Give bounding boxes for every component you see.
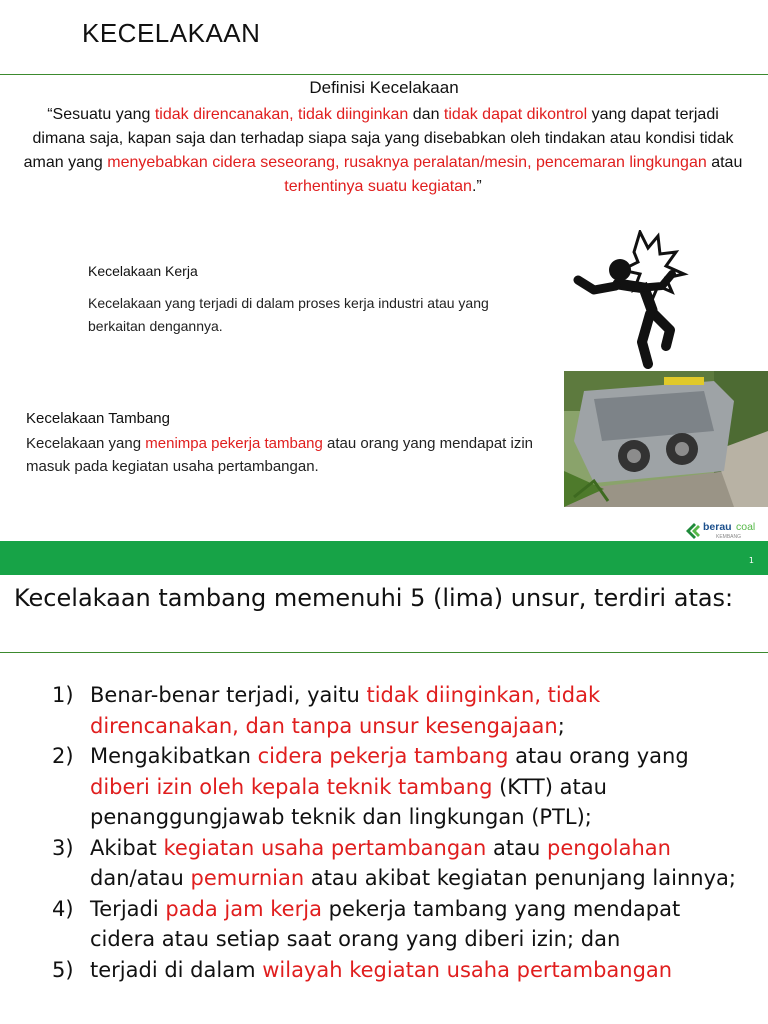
list-number: 4)	[52, 896, 74, 921]
slide-2-divider	[0, 652, 768, 653]
item-text: dan/atau	[90, 866, 191, 890]
slide-2-title: Kecelakaan tambang memenuhi 5 (lima) unsur, terdiri atas:	[14, 584, 734, 612]
kt-text-2: atau orang yang mendapat izin masuk pada kegiatan usaha pertambangan.	[26, 435, 534, 475]
kecelakaan-kerja-body: Kecelakaan yang terjadi di dalam proses kerja industri atau yang berkaitan dengannya.	[88, 295, 489, 334]
list-item	[52, 680, 752, 741]
item-highlight: tidak diinginkan, tidak direncanakan, dan tanpa unsur kesengajaan	[90, 683, 601, 738]
kecelakaan-tambang-title: Kecelakaan Tambang	[26, 410, 170, 427]
logo-text-berau: berau	[703, 521, 732, 533]
definition-text	[20, 103, 746, 199]
list-number: 5)	[52, 957, 74, 982]
item-text: Mengakibatkan	[90, 744, 258, 768]
item-highlight: pada jam kerja	[165, 896, 322, 921]
def-highlight-4: terhentinya suatu kegiatan	[284, 178, 472, 195]
item-highlight: diberi izin oleh kepala teknik tambang	[90, 774, 493, 799]
list-item	[52, 833, 752, 894]
item-highlight: pemurnian	[190, 866, 305, 890]
kecelakaan-kerja-title: Kecelakaan Kerja	[88, 263, 198, 279]
item-text: Akibat	[90, 835, 164, 860]
list-item	[52, 955, 752, 986]
item-text: atau orang yang	[508, 744, 689, 768]
item-highlight: pengolahan	[547, 835, 671, 860]
slide-title: KECELAKAAN	[82, 18, 261, 48]
title-divider	[0, 74, 768, 75]
list-item	[52, 741, 752, 833]
def-text-5: .”	[471, 178, 482, 195]
def-highlight-2: tidak dapat dikontrol	[443, 106, 588, 123]
def-text-4: atau	[706, 154, 743, 171]
item-text: terjadi di dalam	[90, 957, 263, 982]
footer-bar	[0, 541, 768, 575]
item-text: (KTT) atau penanggungjawab teknik dan lingkungan (PTL);	[90, 774, 607, 829]
overturned-truck-photo	[564, 371, 768, 507]
list-number: 3)	[52, 835, 74, 860]
logo-text-coal: coal	[736, 521, 756, 533]
item-text: ;	[557, 713, 565, 738]
item-highlight: cidera pekerja tambang	[257, 744, 509, 768]
def-text-3: yang dapat terjadi dimana saja, kapan saja dan terhadap siapa saja yang disebabkan oleh tindakan atau kondisi tidak aman yang	[23, 106, 734, 171]
kt-highlight: menimpa pekerja tambang	[145, 435, 323, 452]
item-text: pekerja tambang yang mendapat cidera atau setiap saat orang yang diberi izin; dan	[90, 896, 681, 951]
item-text: atau	[486, 835, 548, 860]
beraucoal-logo	[686, 517, 766, 541]
kecelakaan-tambang-body	[26, 432, 546, 478]
falling-person-icon	[572, 230, 692, 370]
list-item	[52, 894, 752, 955]
item-text: Terjadi	[90, 896, 166, 921]
kt-text-1: Kecelakaan yang	[26, 435, 146, 452]
item-text: Benar-benar terjadi, yaitu	[90, 683, 367, 707]
item-highlight: kegiatan usaha pertambangan	[163, 835, 487, 860]
definition-heading: Definisi Kecelakaan	[309, 78, 459, 97]
list-number: 2)	[52, 744, 74, 768]
logo-subtext: KEMBANG	[716, 534, 742, 540]
list-number: 1)	[52, 683, 74, 707]
criteria-list	[52, 680, 752, 985]
def-highlight-1: tidak direncanakan, tidak diinginkan	[154, 106, 409, 123]
def-highlight-3: menyebabkan cidera seseorang, rusaknya peralatan/mesin, pencemaran lingkungan	[107, 154, 707, 171]
item-text: atau akibat kegiatan penunjang lainnya;	[304, 866, 736, 890]
page-number: 1	[748, 556, 754, 565]
item-highlight: wilayah kegiatan usaha pertambangan	[262, 957, 673, 982]
def-text-1: “Sesuatu yang	[47, 106, 155, 123]
def-text-2: dan	[408, 106, 444, 123]
